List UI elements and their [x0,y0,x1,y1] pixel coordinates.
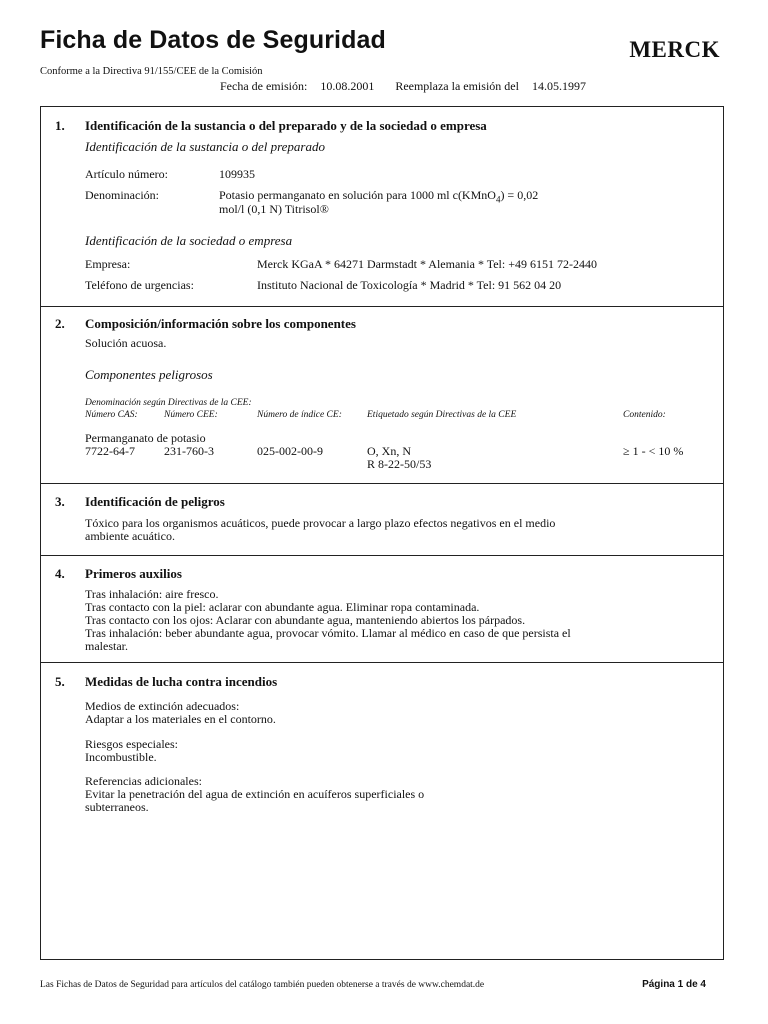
subsection-title: Identificación de la sustancia o del preparado [85,139,325,154]
page-number: Página 1 de 4 [642,979,706,990]
column-header-index: Número de índice CE: [257,410,342,420]
column-header-content: Contenido: [623,410,666,420]
section-3 [41,484,723,556]
special-risks-label: Riesgos especiales: [85,737,178,751]
sections-box [40,106,724,960]
table-note: Denominación según Directivas de la CEE: [85,398,252,408]
first-aid-line: Tras inhalación: beber abundante agua, provocar vómito. Llamar al médico en caso de que persista el [85,626,571,640]
subsection-title: Identificación de la sociedad o empresa [85,233,293,248]
emergency-phone-label: Teléfono de urgencias: [85,278,194,292]
additional-references-text: Evitar la penetración del agua de extinción en acuíferos superficiales o [85,787,425,801]
first-aid-line: Tras contacto con los ojos: Aclarar con abundante agua, manteniendo abiertos los párpados. [85,613,526,627]
section-1 [41,107,723,307]
product-name: Potasio permanganato en solución para 1000 ml c(KMnO$_4$) = 0,02 [219,188,539,205]
section-title: Primeros auxilios [85,566,182,581]
article-label: Artículo número: [85,167,168,181]
section-number: 4. [55,566,65,581]
component-risk-phrases: R 8-22-50/53 [367,457,432,471]
directive-reference: Conforme a la Directiva 91/155/CEE de la Comisión [40,66,263,77]
document-title: Ficha de Datos de Seguridad [40,26,386,54]
company-value: Merck KGaA * 64271 Darmstadt * Alemania * Tel: +49 6151 72-2440 [257,257,597,271]
company-label: Empresa: [85,257,131,271]
column-header-cas: Número CAS: [85,410,138,420]
component-cee: 231-760-3 [164,444,214,458]
section-number: 2. [55,316,65,331]
hazard-text-line: Tóxico para los organismos acuáticos, puede provocar a largo plazo efectos negativos en el medio [85,516,556,530]
section-5 [41,663,723,959]
issue-date: 10.08.2001 [320,79,375,93]
component-index: 025-002-00-9 [257,444,323,458]
hazard-text-line: ambiente acuático. [85,529,175,543]
section-title: Identificación de la sustancia o del preparado y de la sociedad o empresa [85,118,487,133]
section-4 [41,556,723,663]
composition-text: Solución acuosa. [85,336,167,350]
special-risks-text: Incombustible. [85,750,157,764]
component-content: ≥ 1 - < 10 % [623,444,684,458]
column-header-cee: Número CEE: [164,410,218,420]
column-header-labelling: Etiquetado según Directivas de la CEE [367,410,517,420]
section-title: Medidas de lucha contra incendios [85,674,278,689]
section-title: Composición/información sobre los componentes [85,316,356,331]
component-cas: 7722-64-7 [85,444,135,458]
extinction-media-text: Adaptar a los materiales en el contorno. [85,712,276,726]
section-title: Identificación de peligros [85,494,225,509]
first-aid-line: Tras inhalación: aire fresco. [85,587,219,601]
merck-logo: MERCK [629,37,720,62]
section-number: 5. [55,674,65,689]
article-number: 109935 [219,167,255,181]
section-number: 1. [55,118,65,133]
footer-note: Las Fichas de Datos de Seguridad para artículos del catálogo también pueden obtenerse a través de www.chemdat.de [40,980,485,990]
product-name-line2: mol/l (0,1 N) Titrisol® [219,202,329,216]
issue-dates [220,79,590,94]
first-aid-line: malestar. [85,639,128,653]
first-aid-line: Tras contacto con la piel: aclarar con abundante agua. Eliminar ropa contaminada. [85,600,480,614]
issue-date-label: Fecha de emisión: [220,79,308,93]
name-label: Denominación: [85,188,159,202]
replaces-date: 14.05.1997 [531,79,586,93]
subsection-title: Componentes peligrosos [85,367,213,382]
section-number: 3. [55,494,65,509]
section-2 [41,307,723,484]
emergency-phone-value: Instituto Nacional de Toxicología * Madrid * Tel: 91 562 04 20 [257,278,562,292]
extinction-media-label: Medios de extinción adecuados: [85,699,240,713]
additional-references-label: Referencias adicionales: [85,774,202,788]
component-labelling: O, Xn, N [367,444,411,458]
component-name: Permanganato de potasio [85,431,206,445]
additional-references-text: subterraneos. [85,800,149,814]
replaces-label: Reemplaza la emisión del [395,79,519,93]
